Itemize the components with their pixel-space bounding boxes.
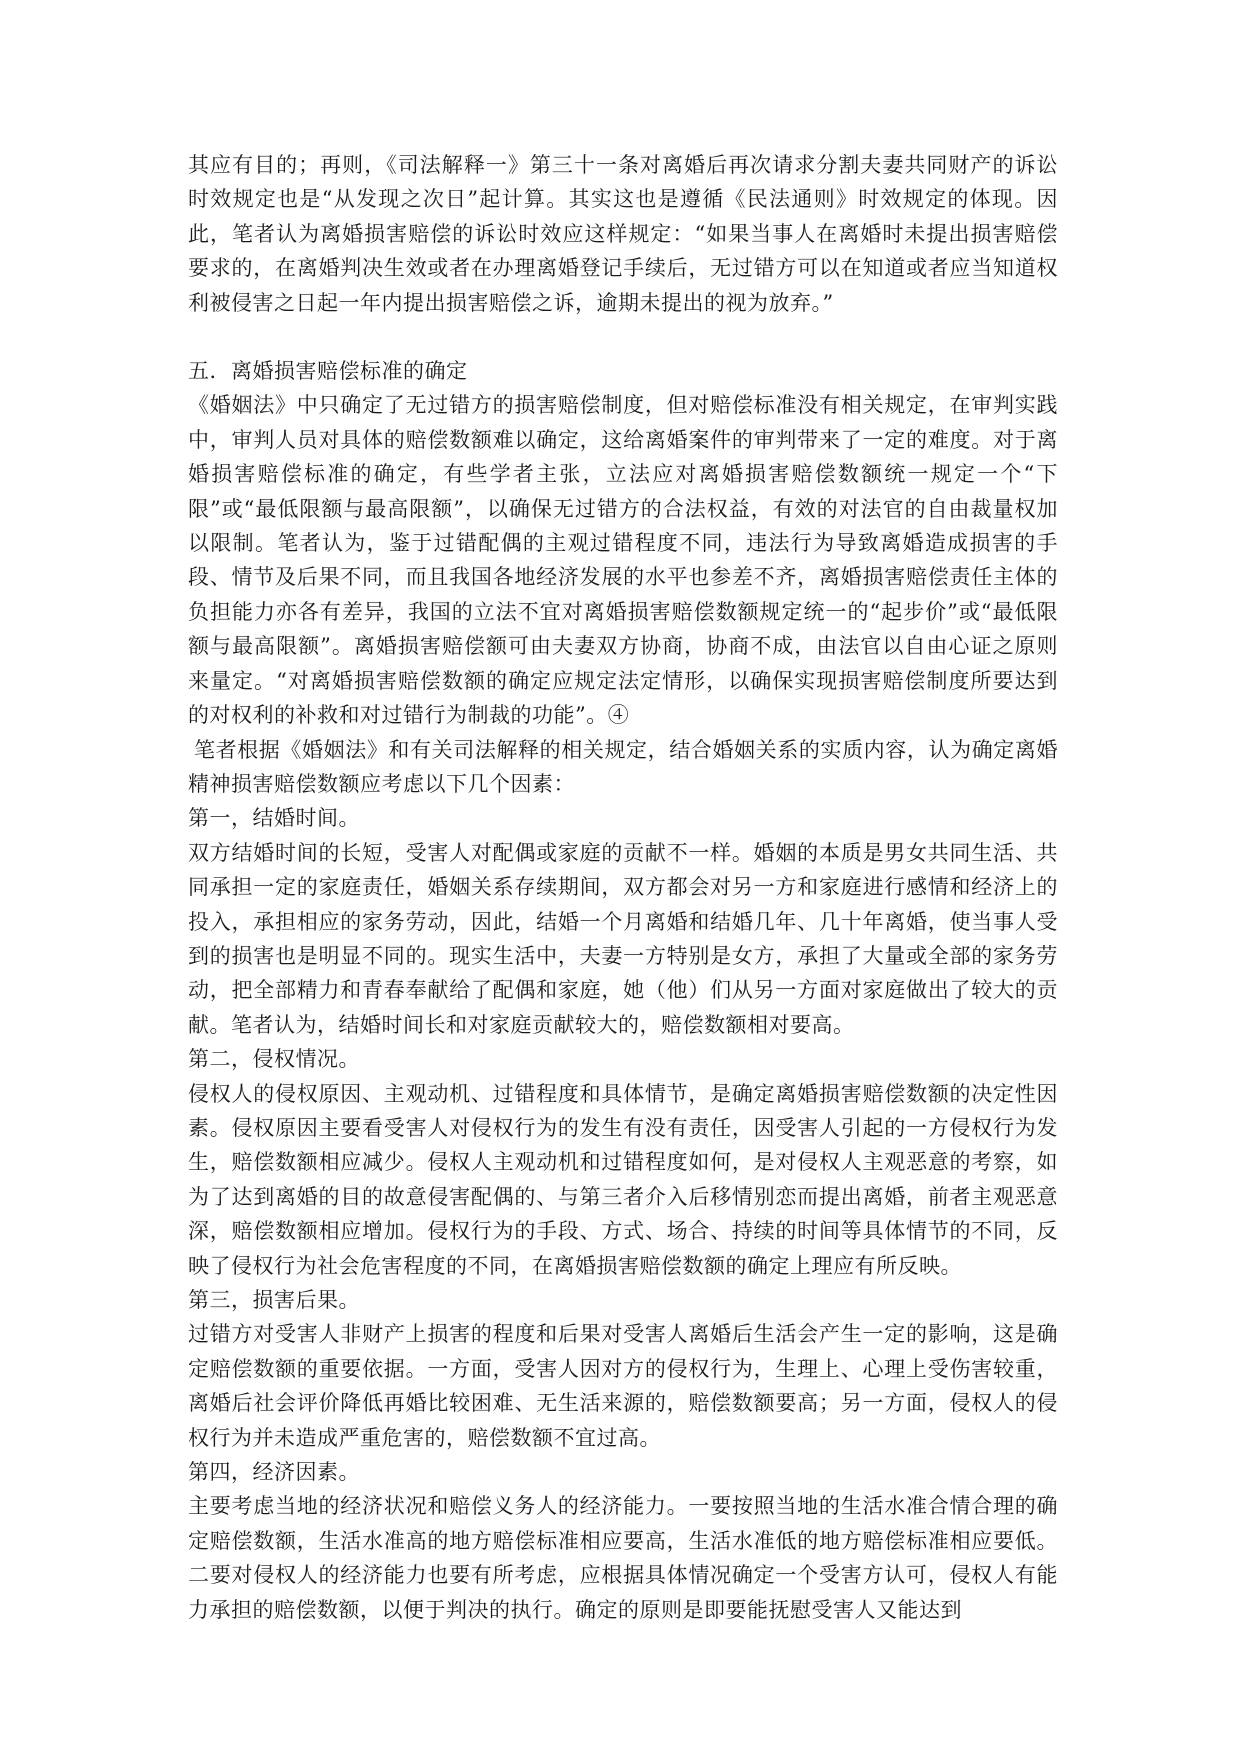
factor2-title: 第二，侵权情况。 (188, 1047, 360, 1072)
paragraph-gap (188, 320, 1058, 354)
factor4-title: 第四，经济因素。 (188, 1460, 360, 1485)
section-heading: 五．离婚损害赔偿标准的确定 (188, 359, 468, 384)
top-paragraph: 其应有目的；再则，《司法解释一》第三十一条对离婚后再次请求分割夫妻共同财产的诉讼时效规定也是“从发现之次日”起计算。其实这也是遵循《民法通则》时效规定的体现。因此，笔者认为离婚损害赔偿的诉讼时效应这样规定：“如果当事人在离婚时未提出损害赔偿要求的，在离婚判决生效或者在办理离婚登记手续后，无过错方可以在知道或者应当知道权利被侵害之日起一年内提出损害赔偿之诉，逾期未提出的视为放弃。” (188, 153, 1058, 315)
document-page (188, 148, 1058, 1627)
section-paragraph: 《婚姻法》中只确定了无过错方的损害赔偿制度，但对赔偿标准没有相关规定，在审判实践中，审判人员对具体的赔偿数额难以确定，这给离婚案件的审判带来了一定的难度。对于离婚损害赔偿标准的确定，有些学者主张，立法应对离婚损害赔偿数额统一规定一个“下限”或“最低限额与最高限额”，以确保无过错方的合法权益，有效的对法官的自由裁量权加以限制。笔者认为，鉴于过错配偶的主观过错程度不同，违法行为导致离婚造成损害的手段、情节及后果不同，而且我国各地经济发展的水平也参差不齐，离婚损害赔偿责任主体的负担能力亦各有差异，我国的立法不宜对离婚损害赔偿数额规定统一的“起步价”或“最低限额与最高限额”。离婚损害赔偿额可由夫妻双方协商，协商不成，由法官以自由心证之原则来量定。“对离婚损害赔偿数额的确定应规定法定情形，以确保实现损害赔偿制度所要达到的对权利的补救和对过错行为制裁的功能”。④ (188, 393, 1058, 728)
factor1-title: 第一，结婚时间。 (188, 806, 360, 831)
factor3-body: 过错方对受害人非财产上损害的程度和后果对受害人离婚后生活会产生一定的影响，这是确定赔偿数额的重要依据。一方面，受害人因对方的侵权行为，生理上、心理上受伤害较重，离婚后社会评价降低再婚比较困难、无生活来源的，赔偿数额要高；另一方面，侵权人的侵权行为并未造成严重危害的，赔偿数额不宜过高。 (188, 1322, 1058, 1450)
factor4-body: 主要考虑当地的经济状况和赔偿义务人的经济能力。一要按照当地的生活水准合情合理的确定赔偿数额，生活水准高的地方赔偿标准相应要高，生活水准低的地方赔偿标准相应要低。二要对侵权人的经济能力也要有所考虑，应根据具体情况确定一个受害方认可，侵权人有能力承担的赔偿数额，以便于判决的执行。确定的原则是即要能抚慰受害人又能达到 (188, 1494, 1058, 1622)
factor1-body: 双方结婚时间的长短，受害人对配偶或家庭的贡献不一样。婚姻的本质是男女共同生活、共同承担一定的家庭责任，婚姻关系存续期间，双方都会对另一方和家庭进行感情和经济上的投入，承担相应的家务劳动，因此，结婚一个月离婚和结婚几年、几十年离婚，使当事人受到的损害也是明显不同的。现实生活中，夫妻一方特别是女方，承担了大量或全部的家务劳动，把全部精力和青春奉献给了配偶和家庭，她（他）们从另一方面对家庭做出了较大的贡献。笔者认为，结婚时间长和对家庭贡献较大的，赔偿数额相对要高。 (188, 840, 1058, 1037)
factor2-body: 侵权人的侵权原因、主观动机、过错程度和具体情节，是确定离婚损害赔偿数额的决定性因素。侵权原因主要看受害人对侵权行为的发生有没有责任，因受害人引起的一方侵权行为发生，赔偿数额相应减少。侵权人主观动机和过错程度如何，是对侵权人主观恶意的考察，如为了达到离婚的目的故意侵害配偶的、与第三者介入后移情别恋而提出离婚，前者主观恶意深，赔偿数额相应增加。侵权行为的手段、方式、场合、持续的时间等具体情节的不同，反映了侵权行为社会危害程度的不同，在离婚损害赔偿数额的确定上理应有所反映。 (188, 1081, 1058, 1278)
factor3-title: 第三，损害后果。 (188, 1288, 360, 1312)
intro-paragraph: 笔者根据《婚姻法》和有关司法解释的相关规定，结合婚姻关系的实质内容，认为确定离婚精神损害赔偿数额应考虑以下几个因素： (188, 737, 1058, 796)
